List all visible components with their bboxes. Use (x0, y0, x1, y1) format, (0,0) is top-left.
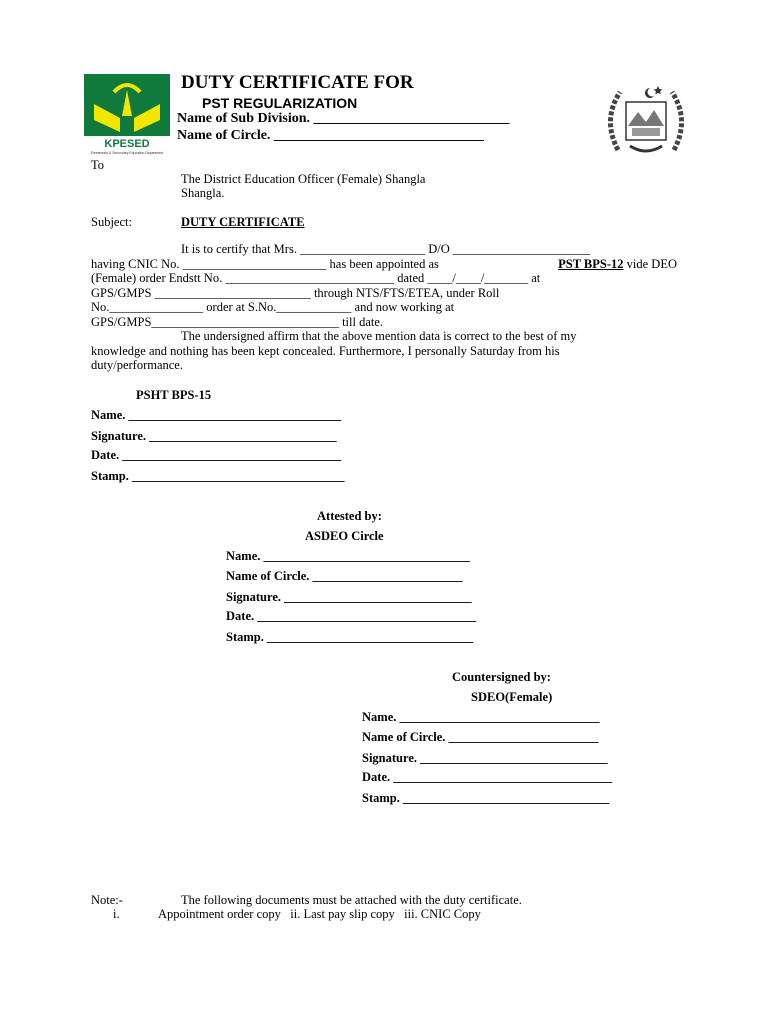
countersigned-date-field: Date. ___________________________________ (362, 770, 612, 784)
psht-name-field: Name. __________________________________ (91, 408, 341, 422)
note-list-numeral: i. (113, 907, 120, 921)
attested-signature-field: Signature. ______________________________ (226, 590, 472, 604)
psht-stamp-field: Stamp. __________________________________ (91, 469, 345, 483)
note-text: The following documents must be attached with the duty certificate. (181, 893, 522, 907)
document-subtitle: PST REGULARIZATION (202, 95, 358, 111)
countersigned-subtitle: SDEO(Female) (471, 690, 553, 704)
logo-subtext: Elementary & Secondary Education Department (90, 151, 164, 155)
address-line-1: The District Education Officer (Female) Shangla (181, 172, 426, 186)
attested-circle-field: Name of Circle. ________________________ (226, 569, 463, 583)
countersigned-circle-field: Name of Circle. ________________________ (362, 730, 599, 744)
countersigned-stamp-field: Stamp. _________________________________ (362, 791, 610, 805)
attested-name-field: Name. _________________________________ (226, 549, 470, 563)
psht-title: PSHT BPS-15 (136, 388, 212, 402)
countersigned-title: Countersigned by: (452, 670, 551, 684)
sub-division-field: Name of Sub Division. ____________________________ (177, 111, 510, 126)
note-list-items: Appointment order copy ii. Last pay slip copy iii. CNIC Copy (158, 907, 481, 921)
kpesed-logo (84, 74, 170, 156)
psht-signature-field: Signature. ______________________________ (91, 429, 337, 443)
certify-line-3: (Female) order Endstt No. ___________________________ dated ____/____/_______ at (91, 271, 541, 285)
document-title: DUTY CERTIFICATE FOR (181, 72, 414, 93)
note-label: Note:- (91, 893, 123, 907)
circle-field: Name of Circle. ______________________________ (177, 128, 484, 143)
countersigned-name-field: Name. ________________________________ (362, 710, 600, 724)
certify-line-5: No._______________ order at S.No.____________ and now working at (91, 300, 455, 314)
address-line-2: Shangla. (181, 186, 225, 200)
countersigned-signature-field: Signature. ______________________________ (362, 751, 608, 765)
certify-line-4: GPS/GMPS _________________________ through NTS/FTS/ETEA, under Roll (91, 285, 500, 300)
psht-date-field: Date. ___________________________________ (91, 448, 341, 462)
certify-line-6: GPS/GMPS______________________________ till date. (91, 314, 384, 329)
attested-subtitle: ASDEO Circle (305, 529, 384, 543)
affirm-line-1: The undersigned affirm that the above mention data is correct to the best of my (181, 329, 577, 343)
to-label: To (91, 158, 105, 172)
subject-text: DUTY CERTIFICATE (181, 215, 305, 229)
subject-label: Subject: (91, 215, 132, 229)
certify-line-1: It is to certify that Mrs. ____________________ D/O ______________________ (181, 242, 591, 256)
affirm-line-3: duty/performance. (91, 358, 183, 372)
logo-text: KPESED (104, 138, 150, 150)
certify-line-2: having CNIC No. _______________________ has been appointed as PST BPS-12 vide DEO (91, 256, 677, 271)
attested-date-field: Date. ___________________________________ (226, 609, 476, 623)
certification-paragraph (91, 242, 677, 373)
affirm-line-2: knowledge and nothing has been kept concealed. Furthermore, I personally Saturday from his (91, 343, 560, 358)
attested-title: Attested by: (317, 509, 382, 523)
attested-stamp-field: Stamp. _________________________________ (226, 630, 474, 644)
government-emblem (598, 80, 694, 160)
